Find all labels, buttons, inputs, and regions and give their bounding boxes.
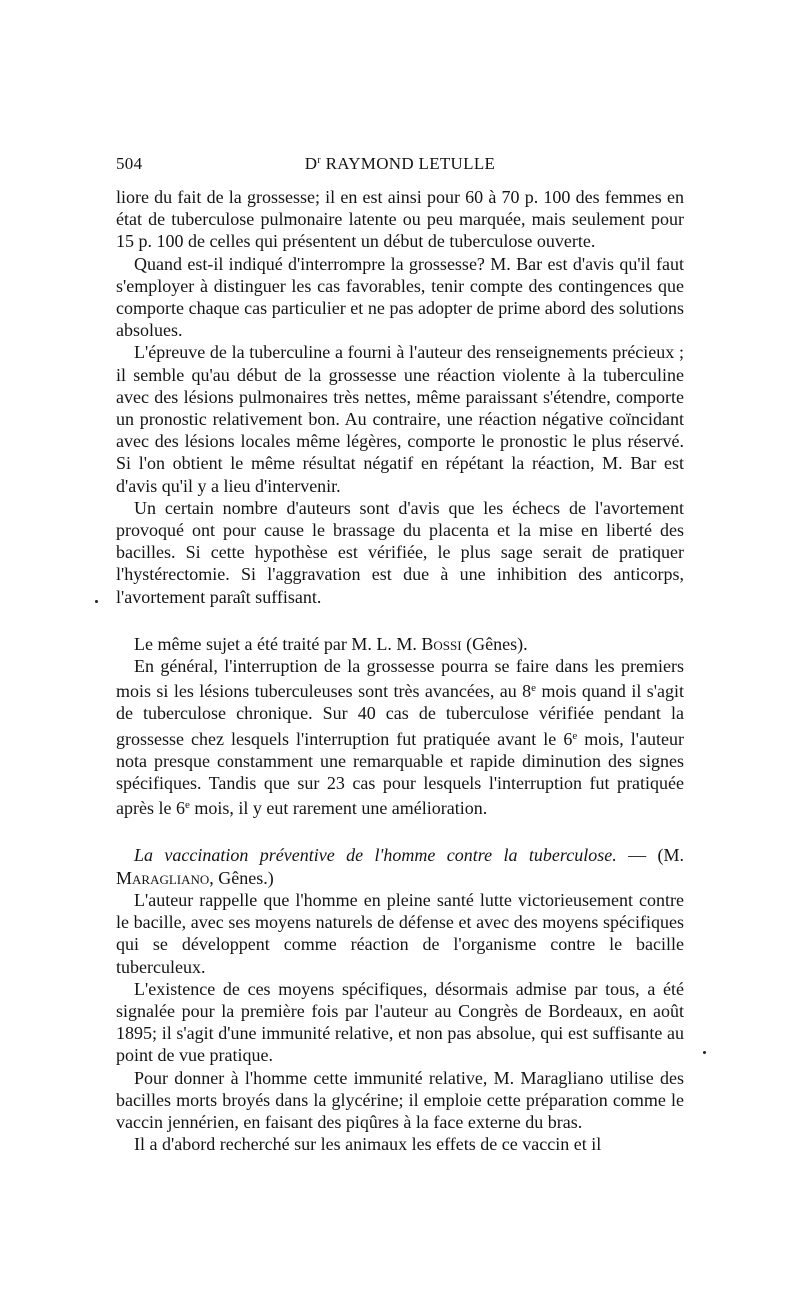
margin-speck xyxy=(95,600,98,603)
section-gap xyxy=(116,608,684,633)
paragraph: Un certain nombre d'auteurs sont d'avis que les échecs de l'avortement provoqué ont pour cause le brassage du placenta et la mise en liberté des bacilles. Si cette hypothèse est vérifiée, le plus sage serait de pratiquer l'hystérectomie. Si l'aggravation est due à une inhibition des anticorps, l'avortement paraît suffisant. xyxy=(116,497,684,607)
paragraph xyxy=(116,633,684,655)
text-run: mois, l'auteur nota presque constamment une remarquable et rapide diminution des signes spécifiques. Tandis que sur 23 cas pour lesquels l'interruption fut pratiquée après le 6 xyxy=(116,728,685,819)
paragraph: L'auteur rappelle que l'homme en pleine santé lutte victorieusement contre le bacille, avec ses moyens naturels de défense et avec des moyens spécifiques qui se développent comme réaction de l'organisme contre le bacille tuberculeux. xyxy=(116,889,684,977)
paragraph: Il a d'abord recherché sur les animaux les effets de ce vaccin et il xyxy=(134,1134,602,1155)
text-run: En général, l'interruption de la grossesse pourra se faire dans les premiers mois si les lésions tuberculeuses sont très avancées, au 8 xyxy=(116,656,684,702)
text-run: Le même sujet a été traité par M. L. M. xyxy=(134,633,417,654)
page-header xyxy=(116,154,684,180)
section-title xyxy=(116,844,684,888)
body-text xyxy=(116,186,684,1155)
paragraph xyxy=(116,655,684,819)
paragraph: L'épreuve de la tuberculine a fourni à l'auteur des renseignements précieux ; il semble qu'au début de la grossesse une réaction violente à la tuberculine avec des lésions pulmonaires très nettes, même paraissant s'étendre, comporte un pronostic relativement bon. Au contraire, une réaction négative coïncidant avec des lésions locales même légères, comporte le pronostic le plus réservé. Si l'on obtient le même résultat négatif en répétant la réaction, M. Bar est d'avis qu'il y a lieu d'intervenir. xyxy=(116,342,684,496)
text-run: (M. xyxy=(657,845,685,866)
text-run: mois quand il s'agit de tuberculose chronique. Sur 40 cas de tuberculose vérifiée pendant la grossesse chez lesquels l'interruption fut pratiquée avant le 6 xyxy=(116,681,684,749)
superscript: e xyxy=(184,799,190,812)
paragraph: L'existence de ces moyens spécifiques, désormais admise par tous, a été signalée pour la première fois par l'auteur au Congrès de Bordeaux, en août 1895; il s'agit d'une immunité relative, et non pas absolue, qui est suffisante au point de vue pratique. xyxy=(116,978,684,1066)
paragraph: Pour donner à l'homme cette immunité relative, M. Maragliano utilise des bacilles morts broyés dans la glycérine; il emploie cette préparation comme le vaccin jennérien, en faisant des piqûres à la face externe du bras. xyxy=(116,1067,684,1132)
paragraph: Quand est-il indiqué d'interrompre la grossesse? M. Bar est d'avis qu'il faut s'employer à distinguer les cas favorables, tenir compte des contingences que comporte chaque cas particulier et ne pas adopter de prime abord des solutions absolues. xyxy=(116,253,684,341)
running-head-prefix: D xyxy=(304,154,318,173)
margin-speck xyxy=(703,1051,706,1054)
text-run: , Gênes.) xyxy=(209,867,274,888)
article-title: La vaccination préventive de l'homme contre la tuberculose. xyxy=(134,845,617,866)
paragraph: liore du fait de la grossesse; il en est ainsi pour 60 à 70 p. 100 des femmes en état de tuberculose pulmonaire latente ou peu marquée, mais seulement pour 15 p. 100 de celles qui présentent un début de tuberculose ouverte. xyxy=(116,187,684,252)
running-head-sup: r xyxy=(317,155,322,166)
page-number: 504 xyxy=(116,154,143,173)
superscript: e xyxy=(531,682,537,695)
superscript: e xyxy=(572,729,578,742)
author-name: Bossi xyxy=(421,633,462,654)
section-gap xyxy=(116,819,684,844)
running-head-name: RAYMOND LETULLE xyxy=(325,154,496,173)
running-head xyxy=(116,154,684,174)
author-name: Maragliano xyxy=(116,867,210,888)
title-dash: — xyxy=(628,845,647,866)
text-run: (Gênes). xyxy=(466,633,528,654)
text-run: mois, il y eut rarement une amélioration. xyxy=(194,798,488,819)
